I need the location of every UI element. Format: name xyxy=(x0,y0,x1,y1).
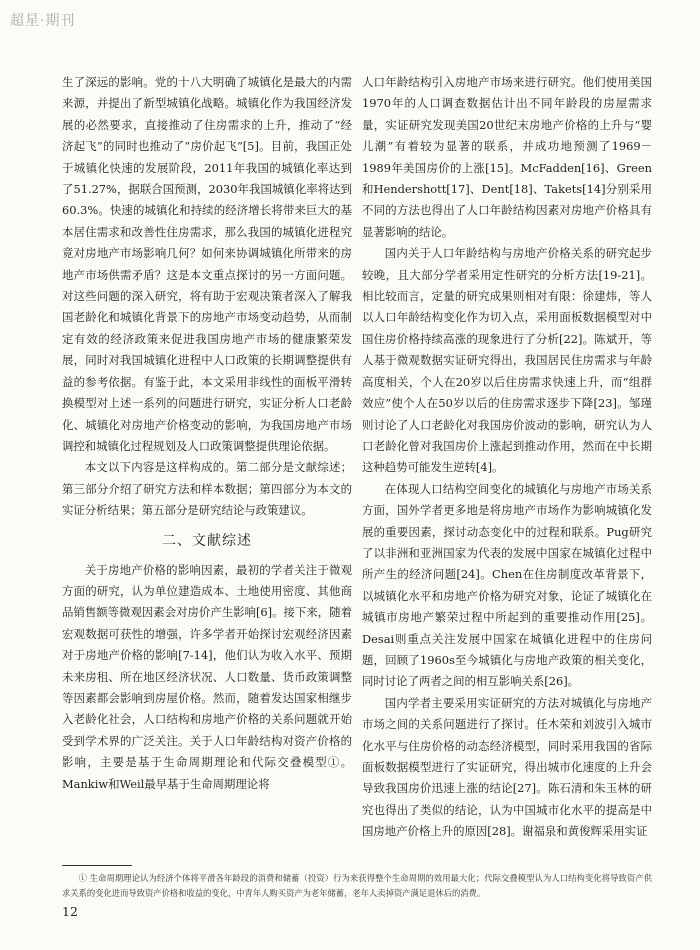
right-paragraph-3: 在体现人口结构空间变化的城镇化与房地产市场关系方面，国外学者更多地是将房地产市场作为影响城镇化发展的重要因素，探讨动态变化中的过程和联系。Pug研究了以非洲和亚洲国家为代表的发展中国家在城镇化过程中所产生的经济问题[24]。Chen在住房制度改革背景下，以城镇化水平和房地产价格为研究对象，论证了城镇化在城镇市房地产繁荣过程中所起到的重要推动作用[25]。Desai则重点关注发展中国家在城镇化进程中的住房问题，回顾了1960s至今城镇化与房地产政策的相关变化，同时讨论了两者之间的相互影响关系[26]。 xyxy=(362,481,652,689)
footnote-divider xyxy=(62,865,132,866)
right-paragraph-1: 人口年龄结构引入房地产市场来进行研究。他们使用美国1970年的人口调查数据估计出不同年龄段的房屋需求量，实证研究发现美国20世纪末房地产价格的上升与“婴儿潮”有着较为显著的联系，并成功地预测了1969－1989年美国房价的上涨[15]。McFadden[16]、Green和Hendershott[17]、Dent[18]、Takets[14]分别采用不同的方法也得出了人口年龄结构因素对房地产价格具有显著影响的结论。 xyxy=(362,75,652,239)
right-paragraph-2: 国内关于人口年龄结构与房地产价格关系的研究起步较晚，且大部分学者采用定性研究的分析方法[19-21]。相比较而言，定量的研究成果则相对有限：徐建炜，等人以人口年龄结构变化作为切入点，采用面板数据模型对中国住房价格持续高涨的现象进行了分析[22]。陈斌开，等人基于微观数据实证研究得出，我国居民住房需求与年龄高度相关，个人在20岁以后住房需求快速上升，而“组群效应”使个人在50岁以后的住房需求逐步下降[23]。邹瑾则讨论了人口老龄化对我国房价波动的影响，研究认为人口老龄化曾对我国房价上涨起到推动作用，然而在中长期这种趋势可能发生逆转[4]。 xyxy=(362,246,652,475)
journal-header: 超星·期刊 xyxy=(10,13,76,29)
left-paragraph-1: 生了深远的影响。党的十八大明确了城镇化是最大的内需来源，并提出了新型城镇化战略。城镇化作为我国经济发展的必然要求，直接推动了住房需求的上升，推动了“经济起飞”的同时也推动了“房价起飞”[5]。目前，我国正处于城镇化快速的发展阶段，2011年我国的城镇化率达到了51.27%，据联合国预测，2030年我国城镇化率将达到60.3%。快速的城镇化和持续的经济增长将带来巨大的基本居住需求和改善性住房需求，那么我国的城镇化进程究竟对房地产市场影响几何？如何来协调城镇化所带来的房地产市场供需矛盾？这是本文重点探讨的另一方面问题。对这些问题的深入研究，将有助于宏观决策者深入了解我国老龄化和城镇化背景下的房地产市场变动趋势，从而制定有效的经济政策来促进我国房地产市场的健康繁荣发展，同时对我国城镇化进程中人口政策的长期调整提供有益的参考依据。有鉴于此，本文采用非线性的面板平滑转换模型对上述一系列的问题进行研究，实证分析人口老龄化、城镇化对房地产价格变动的影响，为我国房地产市场调控和城镇化过程规划及人口政策调整提供理论依据。 xyxy=(62,75,352,453)
left-paragraph-2: 本文以下内容是这样构成的。第二部分是文献综述；第三部分介绍了研究方法和样本数据；第四部分为本文的实证分析结果；第五部分是研究结论与政策建议。 xyxy=(62,460,352,518)
left-paragraph-3: 关于房地产价格的影响因素，最初的学者关注于微观方面的研究，认为单位建造成本、土地使用密度、其他商品销售额等微观因素会对房价产生影响[6]。接下来，随着宏观数据可获性的增强，许多学者开始探讨宏观经济因素对于房地产价格的影响[7-14]，他们认为收入水平、预期未来房租、所在地区经济状况、人口数量、货币政策调整等因素都会影响到房屋价格。然而，随着发达国家相继步入老龄化社会，人口结构和房地产价格的关系问题就开始受到学术界的广泛关注。关于人口年龄结构对资产价格的影响，主要是基于生命周期理论和代际交叠模型①。Mankiw和Weil最早基于生命周期理论将 xyxy=(62,562,352,791)
section-title: 二、文献综述 xyxy=(162,532,252,549)
right-paragraph-4: 国内学者主要采用实证研究的方法对城镇化与房地产市场之间的关系问题进行了探讨。任木荣和刘波引入城市化水平与住房价格的动态经济模型，同时采用我国的省际面板数据模型进行了实证研究，得出城市化速度的上升会导致我国房价迅速上涨的结论[27]。陈石清和朱玉林的研究也得出了类似的结论，认为中国城市化水平的提高是中国房地产价格上升的原因[28]。谢福泉和黄俊辉采用实证 xyxy=(362,695,652,839)
right-column xyxy=(362,72,652,843)
page-number: 12 xyxy=(62,904,78,919)
footnote: ① 生命周期理论认为经济个体将平滑各年龄段的消费和储蓄（投资）行为来获得整个生命周期的效用最大化；代际交叠模型认为人口结构变化将导致资产供求关系的变化进而导致资产价格和收益的变化，中青年人购买资产为老年储蓄，老年人卖掉资产满足退休后的消费。 xyxy=(62,873,652,898)
left-column xyxy=(62,72,352,795)
